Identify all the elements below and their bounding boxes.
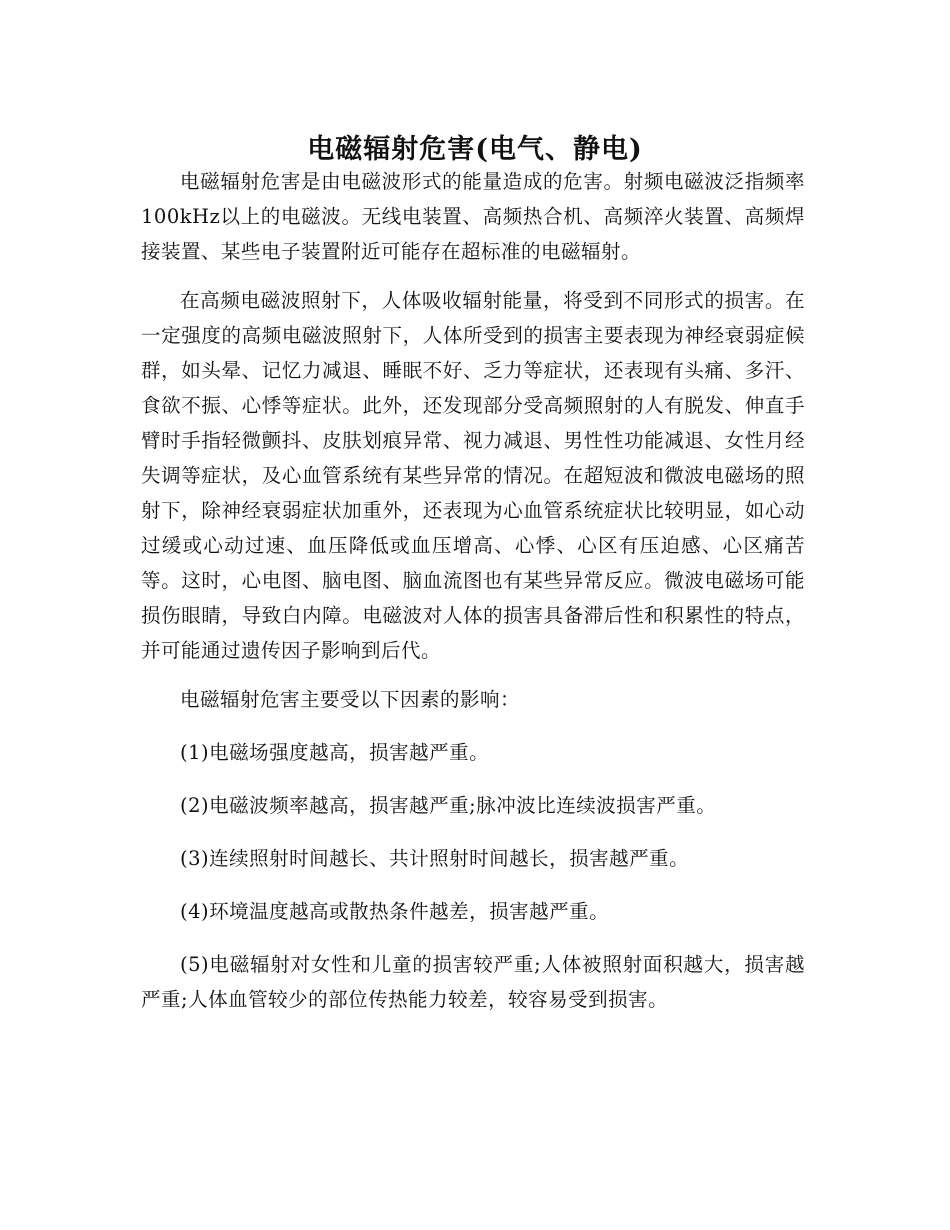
paragraph-factors-intro: 电磁辐射危害主要受以下因素的影响： [180, 688, 521, 711]
document-body [141, 164, 805, 1035]
paragraph-effects: 在高频电磁波照射下，人体吸收辐射能量，将受到不同形式的损害。在一定强度的高频电磁波照射下，人体所受到的损害主要表现为神经衰弱症候群，如头晕、记忆力减退、睡眠不好、乏力等症状，还表现有头痛、多汗、食欲不振、心悸等症状。此外，还发现部分受高频照射的人有脱发、伸直手臂时手指轻微颤抖、皮肤划痕异常、视力减退、男性性功能减退、女性月经失调等症状，及心血管系统有某些异常的情况。在超短波和微波电磁场的照射下，除神经衰弱症状加重外，还表现为心血管系统症状比较明显，如心动过缓或心动过速、血压降低或血压增高、心悸、心区有压迫感、心区痛苦等。这时，心电图、脑电图、脑血流图也有某些异常反应。微波电磁场可能损伤眼睛，导致白内障。电磁波对人体的损害具备滞后性和积累性的特点，并可能通过遗传因子影响到后代。 [141, 289, 805, 662]
factor-item-2: (2)电磁波频率越高，损害越严重;脉冲波比连续波损害严重。 [180, 794, 717, 817]
factor-item-5: (5)电磁辐射对女性和儿童的损害较严重;人体被照射面积越大，损害越严重;人体血管较少的部位传热能力较差，较容易受到损害。 [141, 953, 805, 1011]
paragraph-intro: 电磁辐射危害是由电磁波形式的能量造成的危害。射频电磁波泛指频率100kHz以上的电磁波。无线电装置、高频热合机、高频淬火装置、高频焊接装置、某些电子装置附近可能存在超标准的电磁辐射。 [141, 170, 805, 263]
factor-item-4: (4)环境温度越高或散热条件越差，损害越严重。 [180, 900, 610, 923]
factor-item-1: (1)电磁场强度越高，损害越严重。 [180, 741, 490, 764]
factor-item-3: (3)连续照射时间越长、共计照射时间越长，损害越严重。 [180, 847, 690, 870]
document-title: 电磁辐射危害(电气、静电) [307, 134, 643, 166]
